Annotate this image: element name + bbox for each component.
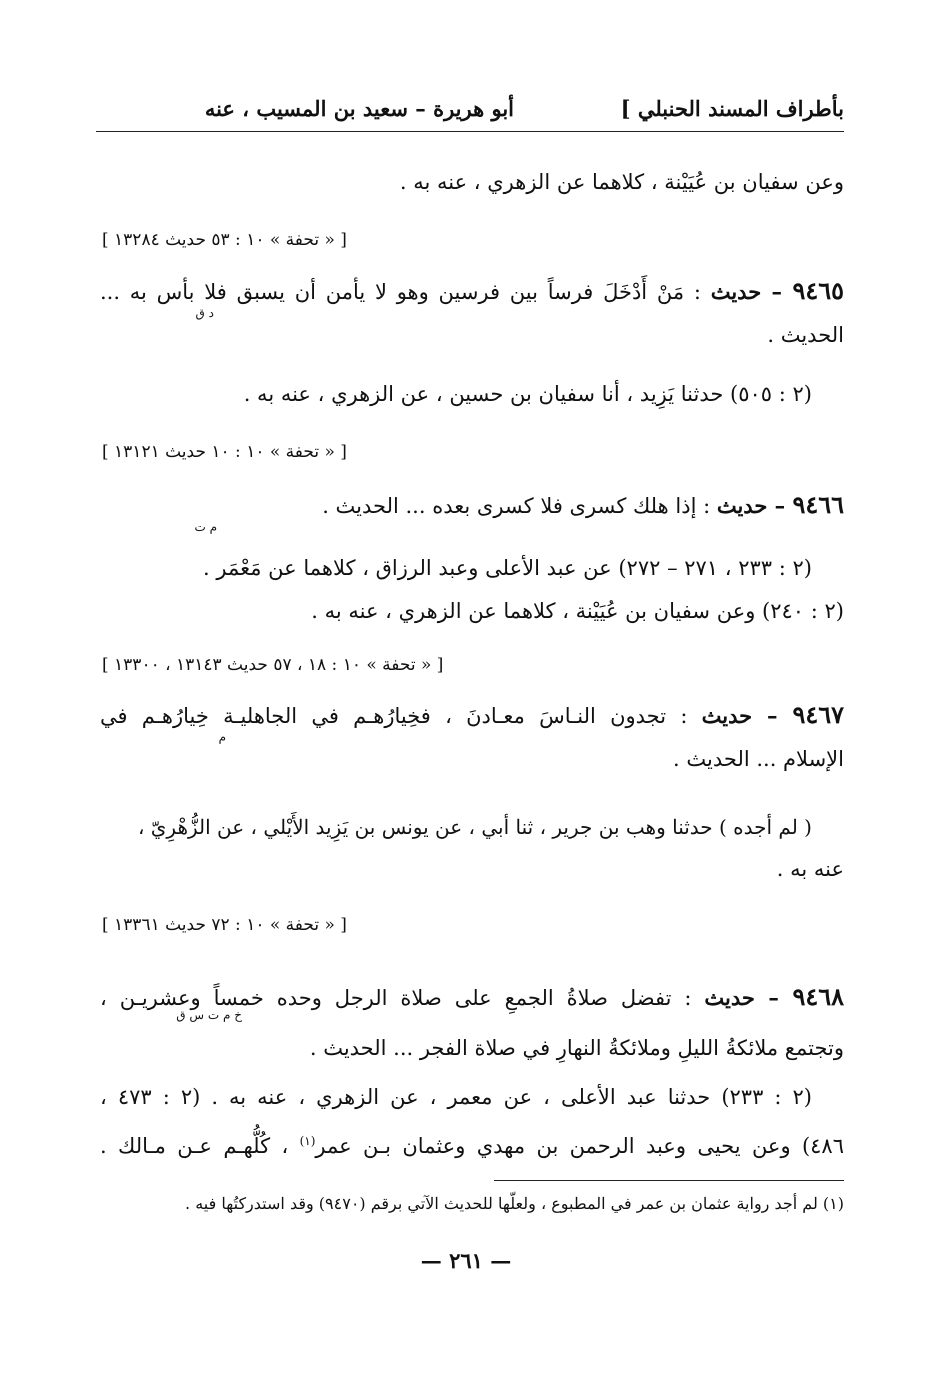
footnote-marker: (١) [299, 1134, 316, 1148]
hadith-keyword: – حديث [704, 985, 793, 1010]
hadith-text: : تجدون النـاسَ معـادنَ ، فخِيارُهـم في الجاهليـة خِيارُهـم في [100, 704, 702, 728]
hadith-9467-line [100, 700, 844, 731]
isnad-line: ( لم أجده ) حدثنا وهب بن جرير ، ثنا أبي ، عن يونس بن يَزِيد الأَيْلي ، عن الزُّهْرِيّ ، [137, 815, 812, 839]
hadith-number: ٩٤٦٦ [792, 490, 844, 519]
hadith-keyword: – حديث [710, 279, 793, 304]
hadith-text: الإسلام ... الحديث . [673, 747, 844, 771]
header-book-title: بأطراف المسند الحنبلي ] [620, 96, 844, 121]
header-chapter-title: أبو هريرة – سعيد بن المسيب ، عنه [204, 96, 514, 121]
isnad-line [100, 1126, 844, 1161]
hadith-keyword: – حديث [716, 493, 793, 518]
source-sigla: م ت [194, 520, 217, 534]
hadith-text: وتجتمع ملائكةُ الليلِ وملائكةُ النهارِ في صلاة الفجر ... الحديث . [309, 1036, 844, 1060]
hadith-text: : مَنْ أَدْخَلَ فرساً بين فرسين وهو لا يأمن أن يسبق فلا بأس به ... [100, 280, 711, 304]
hadith-9465-line [100, 276, 844, 307]
isnad-line: عنه به . [776, 857, 844, 881]
hadith-number: ٩٤٦٧ [792, 700, 844, 729]
tuhfa-reference: [ « تحفة » ١٠ : ١٠ حديث ١٣١٢١ ] [102, 442, 347, 462]
page-number: — ٢٦١ — [420, 1248, 512, 1273]
tuhfa-reference: [ « تحفة » ١٠ : ٥٣ حديث ١٣٢٨٤ ] [102, 230, 347, 250]
header-rule [96, 131, 844, 132]
hadith-text: : تفضل صلاةُ الجمعِ على صلاة الرجل وحده خمساً وعشريـن ، [100, 986, 705, 1010]
source-sigla: م [218, 730, 226, 744]
hadith-keyword: – حديث [701, 703, 793, 728]
tuhfa-reference: [ « تحفة » ١٠ : ١٨ ، ٥٧ حديث ١٣١٤٣ ، ١٣٣٠٠ ] [102, 655, 444, 675]
source-sigla: د ق [195, 306, 214, 320]
hadith-text: : إذا هلك كسرى فلا كسرى بعده ... الحديث . [322, 494, 717, 518]
tuhfa-reference: [ « تحفة » ١٠ : ٧٢ حديث ١٣٣٦١ ] [102, 915, 347, 935]
source-sigla: خ م ت س ق [176, 1008, 242, 1022]
isnad-line: (٢ : ٢٣٣ ، ٢٧١ – ٢٧٢) عن عبد الأعلى وعبد الرزاق ، كلاهما عن مَعْمَر . [203, 556, 812, 580]
hadith-9466-line [322, 490, 844, 521]
text-line: وعن سفيان بن عُيَيْنة ، كلاهما عن الزهري ، عنه به . [399, 170, 844, 194]
footnote: (١) لم أجد رواية عثمان بن عمر في المطبوع ، ولعلّها للحديث الآتي برقم (٩٤٧٠) وقد استدركتُها فيه . [185, 1194, 844, 1213]
isnad-line: (٢ : ٢٤٠) وعن سفيان بن عُيَيْنة ، كلاهما عن الزهري ، عنه به . [311, 599, 844, 623]
isnad-line: (٢ : ٥٠٥) حدثنا يَزِيد ، أنا سفيان بن حسين ، عن الزهري ، عنه به . [243, 382, 812, 406]
isnad-line: (٢ : ٢٣٣) حدثنا عبد الأعلى ، عن معمر ، عن الزهري ، عنه به . (٢ : ٤٧٣ ، [100, 1085, 812, 1109]
isnad-text: ٤٨٦) وعن يحيى وعبد الرحمن بن مهدي وعثمان بـن عمر [315, 1134, 844, 1158]
running-header [96, 92, 844, 132]
hadith-number: ٩٤٦٨ [792, 982, 844, 1011]
footnote-rule [494, 1180, 844, 1181]
hadith-text: الحديث . [767, 323, 844, 347]
isnad-text: ، كُلُّهـم عـن مـالك . [100, 1134, 300, 1158]
hadith-number: ٩٤٦٥ [792, 276, 845, 305]
